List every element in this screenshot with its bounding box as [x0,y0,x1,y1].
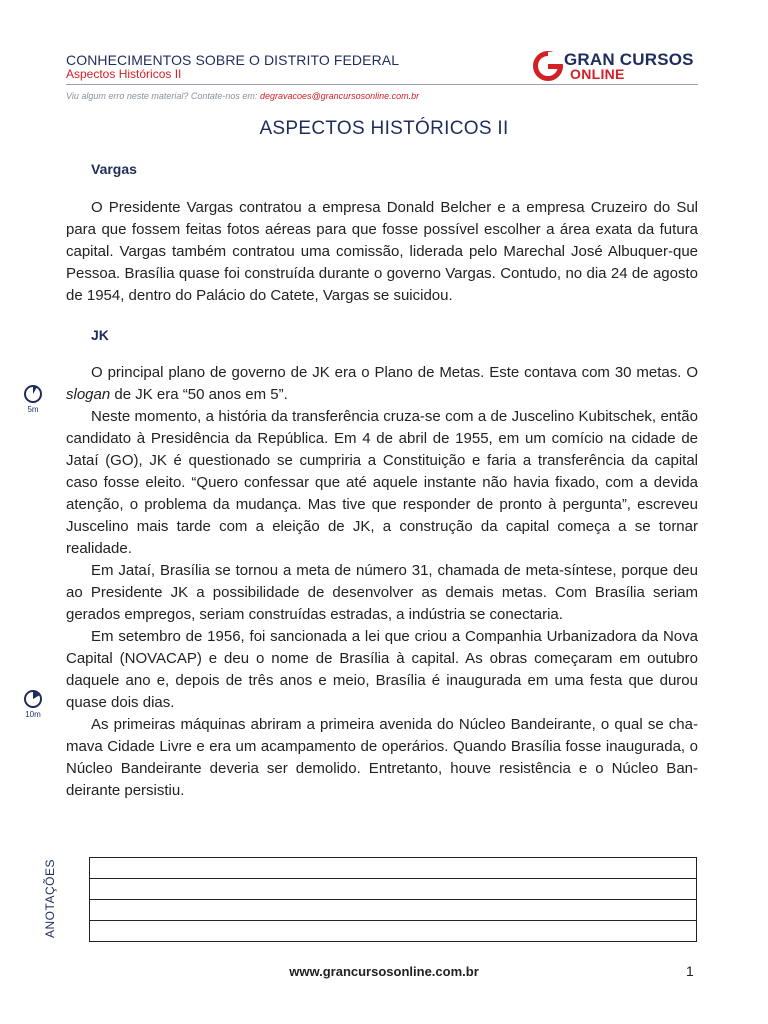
paragraph: O Presidente Vargas contratou a empresa Donald Belcher e a empresa Cruzeiro do Sul para que fossem feitas fotos aéreas para que fosse possível escolher a área exata da futura capital. Vargas também contratou uma comissão, liderada pelo Marechal José Albuquer-que Pessoa. Brasília quase foi construída durante o governo Vargas. Contudo, no dia 24 de agosto de 1954, dentro do Palácio do Catete, Vargas se suicidou. [66,199,698,304]
timer-icon [23,384,43,404]
section-heading-jk: JK [91,327,109,343]
timer-marker-5m [21,384,45,414]
logo-text-secondary: ONLINE [570,66,625,82]
timer-label: 5m [27,405,39,414]
contact-email-link[interactable]: degravacoes@grancursosonline.com.br [259,91,420,101]
notes-line [90,920,696,921]
paragraph: Em Jataí, Brasília se tornou a meta de número 31, chamada de meta-síntese, porque deu ao Presidente JK a possibilidade de desenvolver as demais metas. Com Brasília seriam gerados empregos, seriam construídas estradas, a indústria se conectaria. [66,562,698,623]
brand-logo [532,50,700,84]
paragraph: Em setembro de 1956, foi sancionada a lei que criou a Companhia Urbanizadora da Nova Capital (NOVACAP) e deu o nome de Brasília à capital. As obras começaram em outubro daquele ano e, depois de três anos e meio, Brasília é inaugurada em uma festa que durou quase dois dias. [66,628,698,711]
paragraph-text: de JK era “50 anos em 5”. [110,386,288,403]
section-heading-vargas: Vargas [91,161,137,177]
logo-text-primary: GRAN CURSOS [564,50,694,69]
header-divider [66,84,698,85]
header-title: CONHECIMENTOS SOBRE O DISTRITO FEDERAL [66,52,400,68]
notes-label: ANOTAÇÕES [43,859,57,938]
notes-box[interactable] [89,857,697,942]
paragraph: As primeiras máquinas abriram a primeira avenida do Núcleo Bandeirante, o qual se cha-mava Cidade Livre e era um acampamento de operários. Quando Brasília fosse inaugurada, o Núcleo Bandeirante deveria ser demolido. Entretanto, houve resistência e o Núcleo Ban-deirante persistiu. [66,716,698,799]
notes-line [90,878,696,879]
timer-marker-10m [21,689,45,719]
page-title: ASPECTOS HISTÓRICOS II [259,118,509,139]
paragraph-plano-de-metas [66,362,698,406]
paragraph: Neste momento, a história da transferência cruza-se com a de Juscelino Kubitschek, então candidato à Presidência da República. Em 4 de abril de 1955, em um comício na cidade de Jataí (GO), JK é questionado se cumpriria a Constituição e faria a transferência da capital caso fosse eleito. “Quero confessar que até aquele instante não havia fixado, com a devida atenção, o problema da mudança. Mas tive que responder de pronto à pergunta”, escreveu Juscelino mais tarde com a eleição de JK, a construção da capital começa a se tornar realidade. [66,408,698,557]
timer-label: 10m [25,710,41,719]
paragraph-text: O principal plano de governo de JK era o Plano de Metas. Este contava com 30 metas. O [91,364,698,381]
timer-icon [23,689,43,709]
section-body-vargas [66,197,698,307]
header-subtitle: Aspectos Históricos II [66,67,182,81]
page-number: 1 [686,963,694,979]
g-logo-icon [532,50,564,82]
emphasis-slogan: slogan [66,386,111,403]
notes-line [90,899,696,900]
contact-note [66,91,419,101]
footer-url[interactable]: www.grancursosonline.com.br [289,964,479,979]
contact-prefix: Viu algum erro neste material? Contate-nos em: [66,91,260,101]
section-body-jk [66,362,698,802]
